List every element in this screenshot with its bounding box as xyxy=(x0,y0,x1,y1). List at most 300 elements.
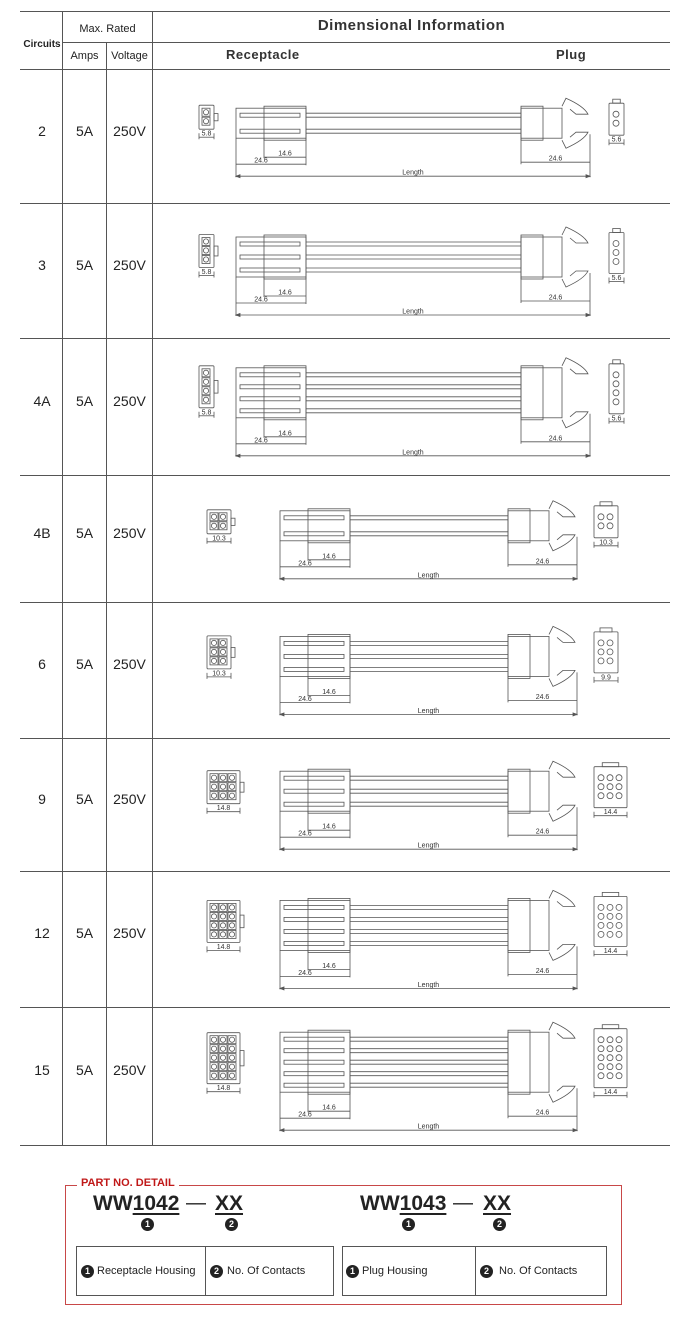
plug-pin xyxy=(607,1037,613,1043)
pin-hole xyxy=(203,257,208,262)
receptacle-width-label: 5.8 xyxy=(201,130,212,138)
connector-group xyxy=(207,761,627,851)
receptacle-body xyxy=(280,636,350,676)
pin-hole xyxy=(220,640,225,645)
dim-14-6-label: 14.6 xyxy=(278,289,292,297)
terminal xyxy=(240,255,300,259)
plug-width-label: 5.6 xyxy=(611,136,622,144)
plug-body xyxy=(508,511,549,541)
plug-pin xyxy=(616,931,622,937)
row-separator xyxy=(20,1145,670,1146)
pin-hole xyxy=(229,923,234,928)
dim-14-6-label: 14.6 xyxy=(278,430,292,438)
dim-arrow xyxy=(280,1129,284,1132)
pin-hole xyxy=(211,905,216,910)
plug-pin xyxy=(607,640,613,646)
plug-end-view xyxy=(594,896,627,946)
receptacle-collar xyxy=(264,106,306,140)
part-number-right-dash: — xyxy=(453,1192,473,1214)
dim-24-6-plug-label: 24.6 xyxy=(548,435,563,443)
receptacle-width-label: 14.8 xyxy=(216,805,231,813)
dim-24-6-receptacle-label: 24.6 xyxy=(298,830,312,838)
pin-hole xyxy=(211,793,216,798)
dim-14-6-label: 14.6 xyxy=(322,688,336,696)
row-amps: 5A xyxy=(75,1062,94,1078)
callout-1-icon: 1 xyxy=(81,1265,94,1278)
pin-hole xyxy=(220,1055,225,1060)
plug-pin xyxy=(598,640,604,646)
plug-latch-top xyxy=(562,98,588,114)
plug-pin xyxy=(607,775,613,781)
plug-latch-bottom xyxy=(562,412,588,428)
pin-hole xyxy=(220,793,225,798)
pin-hole xyxy=(220,905,225,910)
header-voltage: Voltage xyxy=(111,50,148,62)
connector-group xyxy=(207,890,627,990)
pin-hole xyxy=(211,1037,216,1042)
plug-pin xyxy=(598,658,604,664)
dim-length-label: Length xyxy=(417,572,440,580)
plug-pin xyxy=(607,1046,613,1052)
pin-hole xyxy=(220,523,225,528)
pin-hole xyxy=(229,1055,234,1060)
row-amps: 5A xyxy=(75,790,94,807)
pin-hole xyxy=(211,1073,216,1078)
connector-drawing-svg xyxy=(153,203,669,338)
dim-arrow xyxy=(280,713,284,716)
receptacle-body xyxy=(280,900,350,950)
plug-pin xyxy=(598,1073,604,1079)
pin-hole xyxy=(203,388,208,393)
row-circuits: 2 xyxy=(38,122,46,139)
terminal xyxy=(240,129,300,133)
plug-pin xyxy=(598,514,604,520)
plug-pin xyxy=(616,775,622,781)
pin-hole xyxy=(211,784,216,789)
callout-2-left: 2 xyxy=(225,1218,238,1231)
no-of-contacts-cell-left xyxy=(210,1247,332,1295)
part-number-left-suffix-text: XX xyxy=(215,1192,244,1215)
row-voltage: 250V xyxy=(113,392,146,409)
dim-24-6-receptacle-label: 24.6 xyxy=(298,1111,312,1119)
plug-pin xyxy=(607,904,613,910)
connector-drawing xyxy=(153,738,669,871)
pin-hole xyxy=(211,658,216,663)
plug-pin xyxy=(616,1073,622,1079)
dim-14-6-label: 14.6 xyxy=(278,150,292,158)
header-divider xyxy=(62,42,670,43)
terminal xyxy=(240,268,300,272)
receptacle-body xyxy=(280,511,350,541)
plug-pin xyxy=(613,390,619,396)
plug-end-view xyxy=(609,103,624,135)
header-max-rated: Max. Rated xyxy=(79,23,136,35)
plug-latch-bottom xyxy=(549,535,575,551)
row-circuits: 4A xyxy=(33,392,51,409)
plug-pin xyxy=(613,259,619,265)
part-number-right-prefix: WW xyxy=(360,1192,400,1215)
pin-hole xyxy=(211,640,216,645)
part-number-right xyxy=(360,1192,446,1216)
terminal xyxy=(284,1037,344,1041)
row-amps: 5A xyxy=(75,524,94,541)
dim-arrow xyxy=(573,987,577,990)
dim-arrow xyxy=(280,987,284,990)
pin-hole xyxy=(203,119,208,124)
plug-pin xyxy=(613,399,619,405)
pin-hole xyxy=(220,1064,225,1069)
pin-hole xyxy=(229,784,234,789)
pin-hole xyxy=(203,379,208,384)
receptacle-width-label: 5.8 xyxy=(201,409,212,417)
pin-hole xyxy=(220,775,225,780)
row-voltage: 250V xyxy=(113,122,146,139)
dim-arrow xyxy=(573,577,577,580)
dim-24-6-receptacle-label: 24.6 xyxy=(254,157,268,165)
row-voltage: 250V xyxy=(113,656,146,672)
terminal xyxy=(284,1049,344,1053)
receptacle-width-label: 10.3 xyxy=(212,535,226,543)
plug-pin xyxy=(616,1046,622,1052)
part-detail-table-left xyxy=(76,1246,334,1296)
dim-14-6-label: 14.6 xyxy=(322,962,336,970)
callout-1-right: 1 xyxy=(402,1218,415,1231)
pin-hole xyxy=(220,658,225,663)
part-number-left-prefix: WW xyxy=(93,1192,133,1215)
plug-pin xyxy=(598,1064,604,1070)
plug-body xyxy=(521,368,562,418)
plug-width-label: 14.4 xyxy=(603,1089,618,1097)
dim-arrow xyxy=(280,848,284,851)
pin-hole xyxy=(211,649,216,654)
connector-drawing-svg xyxy=(153,738,669,871)
pin-hole xyxy=(220,923,225,928)
dim-24-6-receptacle-label: 24.6 xyxy=(254,437,268,445)
plug-pin xyxy=(616,1037,622,1043)
plug-pin xyxy=(598,904,604,910)
dim-arrow xyxy=(236,454,240,457)
plug-pin xyxy=(607,1055,613,1061)
plug-body xyxy=(508,1032,549,1092)
table-top-border xyxy=(20,11,670,12)
header-amps: Amps xyxy=(70,50,99,62)
plug-pin xyxy=(598,1046,604,1052)
row-voltage: 250V xyxy=(113,925,146,941)
pin-hole xyxy=(203,370,208,375)
plug-pin xyxy=(607,514,613,520)
dim-14-6-label: 14.6 xyxy=(322,553,336,561)
plug-collar xyxy=(521,366,543,420)
plug-latch-top xyxy=(549,501,575,517)
plug-end-latch xyxy=(613,229,621,233)
plug-collar xyxy=(508,1030,530,1094)
pin-hole xyxy=(229,1073,234,1078)
row-amps: 5A xyxy=(75,122,94,139)
connector-drawing xyxy=(153,70,669,203)
pin-hole xyxy=(220,914,225,919)
dim-length-label: Length xyxy=(417,981,440,989)
terminal xyxy=(240,409,300,413)
plug-latch-top xyxy=(562,227,588,243)
receptacle-latch xyxy=(240,1051,244,1066)
plug-pin xyxy=(616,784,622,790)
receptacle-body xyxy=(236,368,306,418)
row-amps: 5A xyxy=(75,392,94,409)
plug-width-label: 9.9 xyxy=(601,674,611,682)
plug-pin xyxy=(598,922,604,928)
part-number-right-suffix-text: XX xyxy=(483,1192,512,1215)
dim-24-6-plug-label: 24.6 xyxy=(535,693,550,701)
terminal xyxy=(284,917,344,921)
plug-end-view xyxy=(609,233,624,274)
no-of-contacts-label-right: No. Of Contacts xyxy=(499,1265,578,1277)
connector-group xyxy=(207,1022,627,1131)
pin-hole xyxy=(211,1046,216,1051)
plug-pin xyxy=(613,111,619,117)
row-circuits: 6 xyxy=(38,656,46,672)
connector-drawing xyxy=(153,1007,669,1145)
terminal xyxy=(240,397,300,401)
receptacle-width-label: 10.3 xyxy=(212,670,226,678)
plug-pin xyxy=(607,784,613,790)
plug-pin xyxy=(607,913,613,919)
pin-hole xyxy=(229,1064,234,1069)
part-number-left-suffix xyxy=(215,1192,243,1216)
plug-pin xyxy=(613,250,619,256)
terminal xyxy=(284,905,344,909)
dim-24-6-receptacle-label: 24.6 xyxy=(298,560,312,568)
plug-pin xyxy=(598,784,604,790)
dim-24-6-plug-label: 24.6 xyxy=(548,294,563,302)
part-number-left xyxy=(93,1192,179,1216)
plug-collar xyxy=(508,898,530,952)
plug-pin xyxy=(616,793,622,799)
row-amps: 5A xyxy=(75,925,94,941)
plug-pin xyxy=(607,649,613,655)
plug-pin xyxy=(607,1064,613,1070)
plug-end-latch xyxy=(600,502,612,506)
dim-length-label: Length xyxy=(417,1123,440,1131)
dim-length-label: Length xyxy=(417,842,440,850)
pin-hole xyxy=(203,397,208,402)
plug-body xyxy=(521,237,562,277)
terminal xyxy=(240,242,300,246)
plug-body xyxy=(508,771,549,811)
pin-hole xyxy=(211,932,216,937)
dim-24-6-plug-label: 24.6 xyxy=(535,558,550,566)
receptacle-latch xyxy=(240,782,244,792)
no-of-contacts-cell-right xyxy=(480,1247,604,1295)
part-number-right-number: 1043 xyxy=(399,1192,447,1215)
connector-group xyxy=(199,98,624,178)
receptacle-width-label: 5.8 xyxy=(201,269,212,276)
part-number-right-suffix xyxy=(483,1192,511,1216)
receptacle-end-view xyxy=(207,1033,240,1084)
plug-latch-top xyxy=(549,626,575,642)
terminal xyxy=(284,667,344,671)
pin-hole xyxy=(229,1046,234,1051)
pin-hole xyxy=(211,1064,216,1069)
row-voltage: 250V xyxy=(113,524,146,541)
terminal xyxy=(284,929,344,933)
row-circuits: 4B xyxy=(33,524,51,541)
terminal xyxy=(284,1072,344,1076)
plug-pin xyxy=(616,913,622,919)
pin-hole xyxy=(229,914,234,919)
row-circuits: 12 xyxy=(34,925,50,941)
plug-end-latch xyxy=(602,1025,619,1029)
col-divider-2 xyxy=(106,42,107,1145)
plug-collar xyxy=(521,235,543,279)
plug-pin xyxy=(613,241,619,247)
receptacle-latch xyxy=(214,114,218,121)
connector-drawing xyxy=(153,475,669,602)
connector-drawing-svg xyxy=(153,1007,669,1145)
part-detail-table-right xyxy=(342,1246,607,1296)
header-plug: Plug xyxy=(556,47,587,62)
pin-hole xyxy=(220,932,225,937)
row-circuits: 3 xyxy=(38,256,46,273)
plug-latch-bottom xyxy=(549,805,575,821)
pin-hole xyxy=(203,239,208,244)
dim-24-6-plug-label: 24.6 xyxy=(535,1109,550,1117)
plug-pin xyxy=(616,904,622,910)
plug-end-latch xyxy=(602,892,619,896)
part-number-left-number: 1042 xyxy=(132,1192,180,1215)
plug-pin xyxy=(607,931,613,937)
plug-body xyxy=(521,108,562,138)
part-number-left-dash: — xyxy=(186,1192,206,1214)
connector-drawing xyxy=(153,338,669,475)
dim-14-6-label: 14.6 xyxy=(322,1104,336,1112)
plug-pin xyxy=(607,1073,613,1079)
connector-drawing xyxy=(153,203,669,338)
plug-pin xyxy=(613,372,619,378)
dim-14-6-label: 14.6 xyxy=(322,823,336,831)
receptacle-latch xyxy=(231,647,235,657)
part-detail-left-separator xyxy=(205,1247,206,1295)
callout-1-icon: 1 xyxy=(346,1265,359,1278)
plug-housing-label: Plug Housing xyxy=(362,1265,428,1277)
plug-pin xyxy=(607,922,613,928)
connector-drawing-svg xyxy=(153,70,669,203)
terminal xyxy=(284,789,344,793)
terminal xyxy=(284,532,344,536)
pin-hole xyxy=(220,1046,225,1051)
receptacle-latch xyxy=(240,915,244,928)
receptacle-width-label: 14.8 xyxy=(216,1085,231,1093)
receptacle-housing-label: Receptacle Housing xyxy=(97,1265,196,1277)
connector-drawing-svg xyxy=(153,602,669,738)
row-voltage: 250V xyxy=(113,256,146,273)
dim-arrow xyxy=(236,314,240,317)
terminal xyxy=(284,1060,344,1064)
plug-end-latch xyxy=(600,628,612,632)
plug-pin xyxy=(613,120,619,126)
plug-latch-top xyxy=(562,358,588,374)
plug-end-latch xyxy=(613,99,621,103)
dim-24-6-receptacle-label: 24.6 xyxy=(298,695,312,703)
terminal xyxy=(284,654,344,658)
callout-2-icon: 2 xyxy=(480,1265,493,1278)
receptacle-collar xyxy=(308,509,350,543)
terminal xyxy=(240,113,300,117)
receptacle-body xyxy=(280,771,350,811)
terminal xyxy=(240,385,300,389)
pin-hole xyxy=(211,514,216,519)
dim-arrow xyxy=(586,454,590,457)
plug-pin xyxy=(598,931,604,937)
col-divider-1 xyxy=(62,11,63,1145)
plug-body xyxy=(508,636,549,676)
plug-latch-bottom xyxy=(562,132,588,148)
terminal xyxy=(284,1083,344,1087)
terminal xyxy=(284,641,344,645)
row-voltage: 250V xyxy=(113,790,146,807)
plug-width-label: 5.6 xyxy=(611,415,622,423)
plug-end-view xyxy=(594,506,618,538)
dim-24-6-plug-label: 24.6 xyxy=(535,828,550,836)
plug-collar xyxy=(508,634,530,678)
connector-group xyxy=(207,501,618,581)
dim-arrow xyxy=(573,1129,577,1132)
plug-collar xyxy=(508,509,530,543)
plug-collar xyxy=(508,769,530,813)
plug-latch-bottom xyxy=(549,670,575,686)
connector-drawing xyxy=(153,871,669,1007)
terminal xyxy=(284,802,344,806)
plug-pin xyxy=(598,775,604,781)
pin-hole xyxy=(203,110,208,115)
dim-24-6-receptacle-label: 24.6 xyxy=(298,969,312,977)
dim-arrow xyxy=(573,848,577,851)
connector-drawing-svg xyxy=(153,871,669,1007)
dim-length-label: Length xyxy=(402,169,424,177)
receptacle-body xyxy=(236,108,306,138)
pin-hole xyxy=(229,932,234,937)
row-circuits: 15 xyxy=(34,1062,50,1078)
plug-pin xyxy=(616,922,622,928)
terminal xyxy=(240,373,300,377)
pin-hole xyxy=(203,248,208,253)
dim-arrow xyxy=(280,577,284,580)
plug-latch-top xyxy=(549,761,575,777)
plug-housing-cell xyxy=(346,1247,474,1295)
plug-width-label: 14.4 xyxy=(603,809,618,817)
plug-width-label: 10.3 xyxy=(599,539,613,547)
callout-1-left: 1 xyxy=(141,1218,154,1231)
pin-hole xyxy=(211,1055,216,1060)
pin-hole xyxy=(220,649,225,654)
pin-hole xyxy=(229,905,234,910)
header-receptacle: Receptacle xyxy=(226,47,300,62)
dim-24-6-plug-label: 24.6 xyxy=(535,967,550,975)
dim-24-6-receptacle-label: 24.6 xyxy=(254,296,268,304)
pin-hole xyxy=(211,923,216,928)
pin-hole xyxy=(220,1037,225,1042)
plug-body xyxy=(508,900,549,950)
no-of-contacts-label-left: No. Of Contacts xyxy=(227,1265,306,1277)
row-circuits: 9 xyxy=(38,790,46,807)
connector-drawing xyxy=(153,602,669,738)
dim-arrow xyxy=(573,713,577,716)
receptacle-width-label: 14.8 xyxy=(216,943,231,951)
terminal xyxy=(284,776,344,780)
plug-latch-bottom xyxy=(549,1086,575,1102)
part-detail-right-separator xyxy=(475,1247,476,1295)
plug-latch-top xyxy=(549,1022,575,1038)
header-dimensional-information: Dimensional Information xyxy=(317,17,506,34)
